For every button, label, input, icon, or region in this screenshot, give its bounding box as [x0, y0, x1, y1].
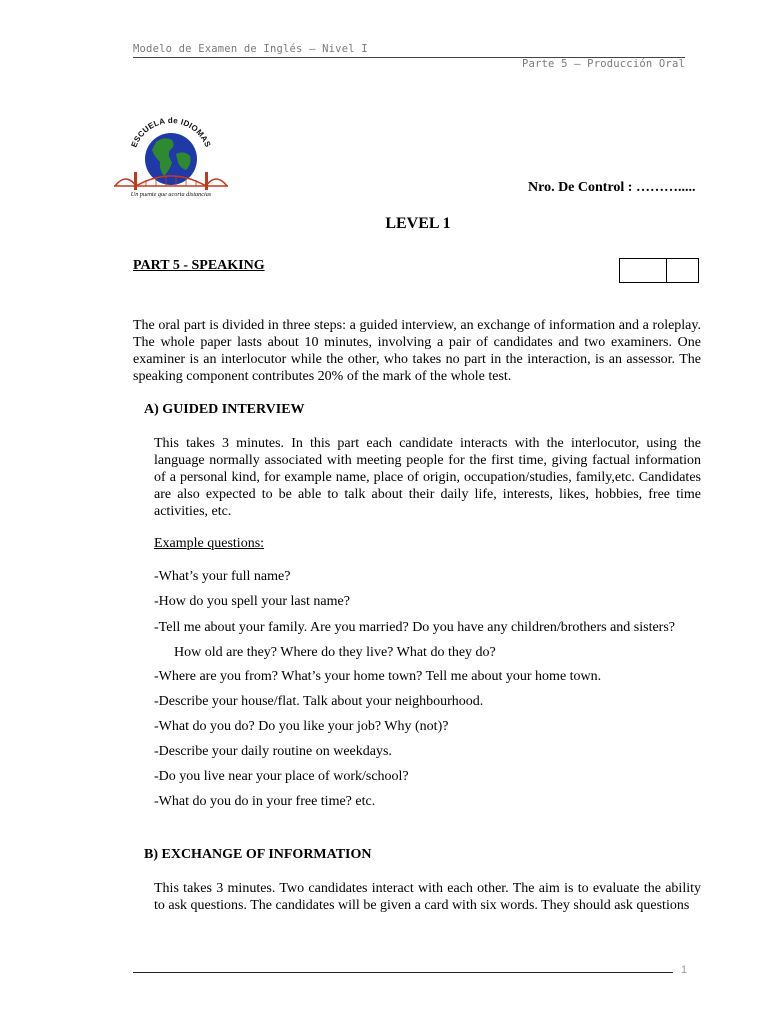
footer-rule [133, 972, 673, 973]
page-number: 1 [681, 964, 688, 976]
example-questions-colon: : [260, 536, 265, 551]
question-item: -Where are you from? What’s your home town? Tell me about your home town. [154, 669, 602, 684]
question-item: -Tell me about your family. Are you married? Do you have any children/brothers and sisters? [154, 620, 676, 635]
question-item: -Do you live near your place of work/school? [154, 769, 409, 784]
question-item: -Describe your daily routine on weekdays. [154, 744, 392, 759]
question-item-continuation: How old are they? Where do they live? What do they do? [174, 645, 496, 660]
question-item: -What do you do in your free time? etc. [154, 794, 376, 809]
question-item: -How do you spell your last name? [154, 594, 350, 609]
question-item: -Describe your house/flat. Talk about your neighbourhood. [154, 694, 484, 709]
intro-paragraph: The oral part is divided in three steps: a guided interview, an exchange of information and a roleplay. The whole paper lasts about 10 minutes, involving a pair of candidates and two examiners. One examiner is an interlocutor while the other, who takes no part in the interaction, is an assessor. The speaking component contributes 20% of the mark of the whole test. [133, 318, 701, 384]
section-b-title: B) EXCHANGE OF INFORMATION [144, 847, 372, 862]
section-a-title: A) GUIDED INTERVIEW [144, 402, 305, 417]
part-title: PART 5 - SPEAKING [133, 258, 265, 273]
score-box-cell-1 [620, 259, 667, 282]
question-item: -What do you do? Do you like your job? Why (not)? [154, 719, 449, 734]
header-left-text: Modelo de Examen de Inglés – Nivel I [133, 43, 368, 55]
score-box [619, 258, 699, 283]
example-questions-label: Example questions [154, 536, 261, 551]
svg-text:Un puente que acorta distancia: Un puente que acorta distancias [130, 191, 212, 198]
score-box-cell-2 [667, 259, 698, 282]
section-a-paragraph: This takes 3 minutes. In this part each candidate interacts with the interlocutor, using the language normally associated with meeting people for the first time, giving factual information of a personal kind, for example name, place of origin, occupation/studies, family,etc. Candidates are also expected to be able to talk about their daily life, interests, likes, hobbies, free time activities, etc. [154, 436, 701, 519]
globe-bridge-logo-icon [112, 114, 230, 200]
control-number-label: Nro. De Control : ………..... [528, 180, 696, 195]
header-right-text: Parte 5 – Producción Oral [521, 58, 685, 70]
example-questions-title [154, 536, 264, 552]
question-item: -What’s your full name? [154, 569, 291, 584]
section-b-paragraph: This takes 3 minutes. Two candidates interact with each other. The aim is to evaluate the ability to ask questions. The candidates will be given a card with six words. They should ask questions [154, 881, 701, 913]
level-title: LEVEL 1 [385, 215, 451, 232]
school-logo [112, 114, 230, 200]
svg-text:ESCUELA de IDIOMAS: ESCUELA de IDIOMAS [129, 115, 213, 149]
